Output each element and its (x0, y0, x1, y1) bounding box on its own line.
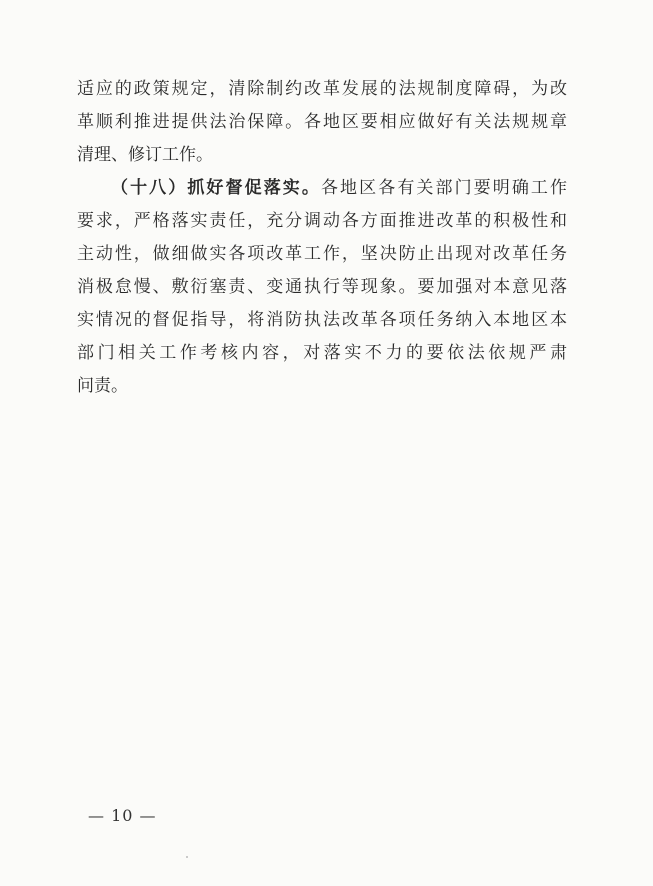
document-body (77, 73, 567, 403)
paragraph-supervision (77, 172, 567, 403)
text-line: 主动性，做细做实各项改革工作，坚决防止出现对改革任务 (77, 244, 567, 264)
text-line: 适应的政策规定，清除制约改革发展的法规制度障碍，为改 (77, 79, 567, 99)
page-number: — 10 — (88, 806, 157, 825)
text-line: 消极怠慢、敷衍塞责、变通执行等现象。要加强对本意见落 (77, 277, 567, 297)
scan-speck (186, 856, 188, 858)
section-heading: （十八）抓好督促落实。 (111, 178, 321, 198)
text-line: 问责。 (77, 376, 128, 396)
text-line: 部门相关工作考核内容，对落实不力的要依法依规严肃 (77, 343, 567, 363)
paragraph-legal-cleanup (77, 73, 567, 172)
text-line: 实情况的督促指导，将消防执法改革各项任务纳入本地区本 (77, 310, 567, 330)
text-line: 清理、修订工作。 (77, 145, 213, 165)
text-line: 革顺利推进提供法治保障。各地区要相应做好有关法规规章 (77, 112, 567, 132)
text-fragment: 各地区各有关部门要明确工作 (320, 178, 568, 198)
text-line: 要求，严格落实责任，充分调动各方面推进改革的积极性和 (77, 211, 567, 231)
text-line (77, 172, 567, 205)
